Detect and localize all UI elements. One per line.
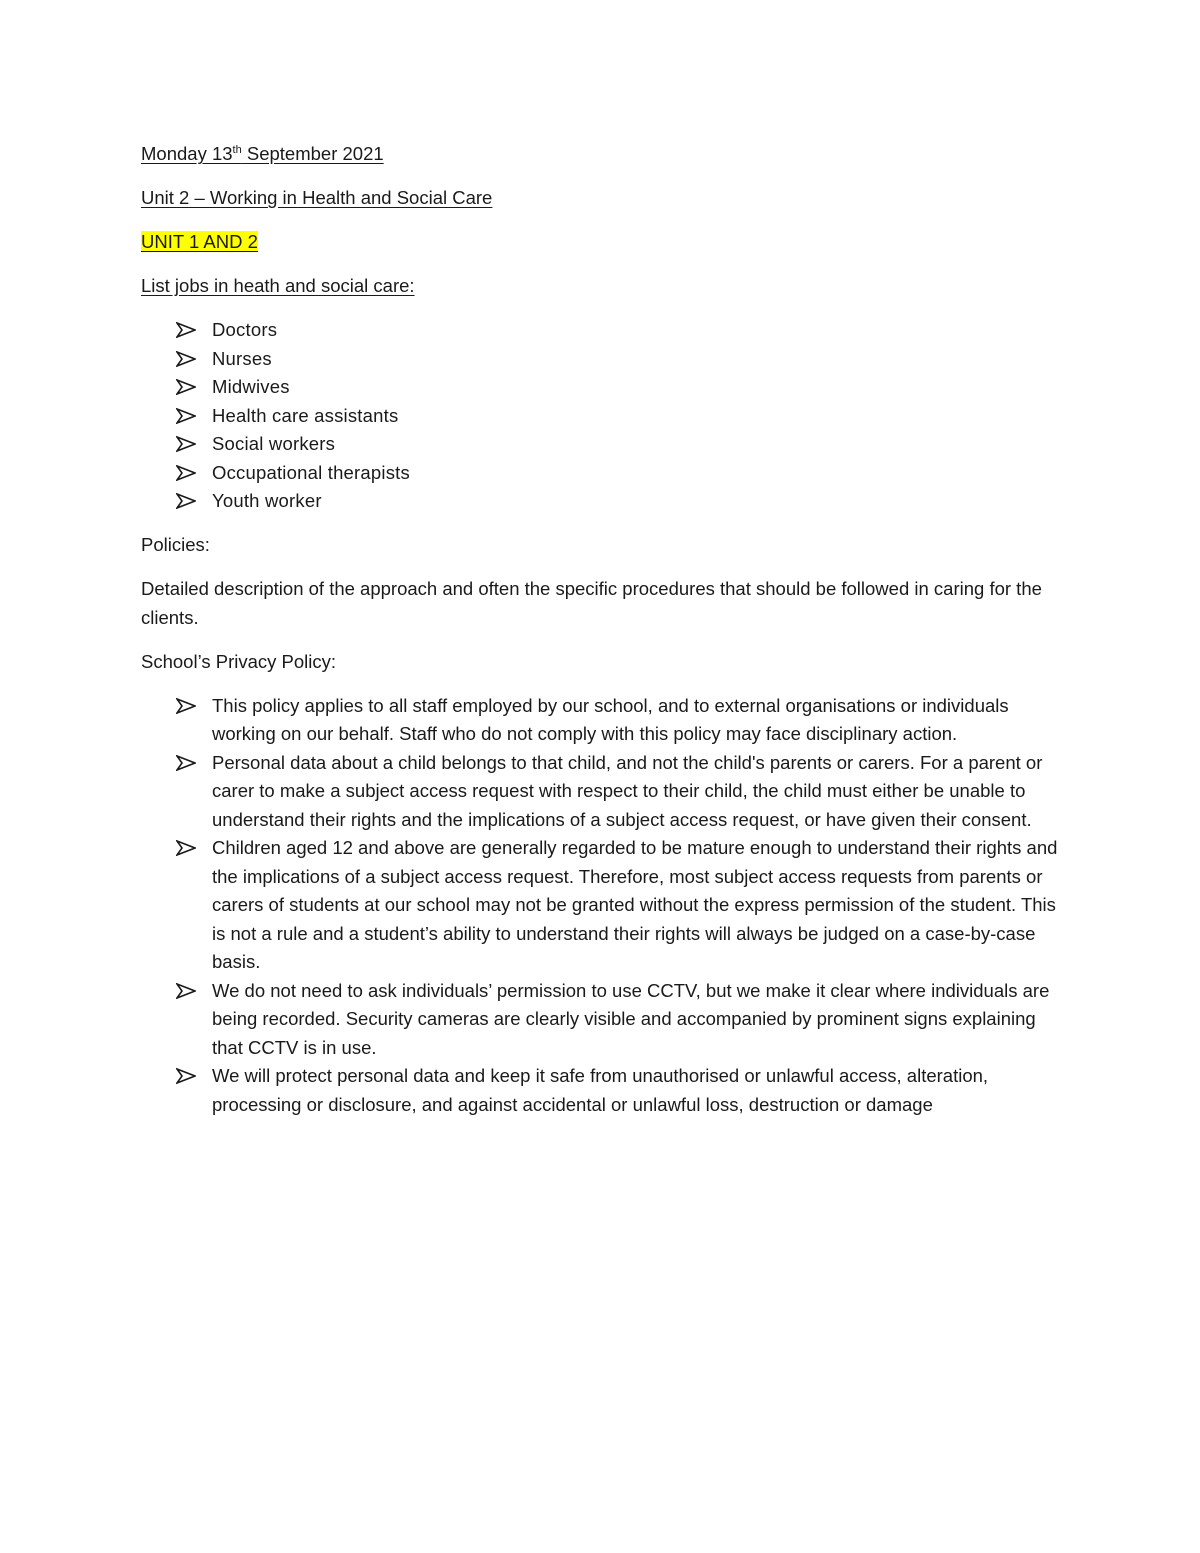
privacy-point-item (141, 834, 1062, 977)
job-list-item-text: Youth worker (212, 490, 322, 511)
job-list-item (141, 487, 1061, 516)
job-list-item (141, 373, 1061, 402)
arrowhead-bullet-icon (176, 436, 196, 452)
unit-title: Unit 2 – Working in Health and Social Care (141, 187, 493, 208)
jobs-list (141, 316, 1061, 516)
privacy-point-item-text: Personal data about a child belongs to that child, and not the child's parents or carers. For a parent or carer to make a subject access request with respect to their child, the child must either be unable to understand their rights and the implications of a subject access request, or have given their consent. (212, 751, 1043, 830)
document-body (141, 140, 1061, 1135)
job-list-item (141, 430, 1061, 459)
job-list-item (141, 316, 1061, 345)
arrowhead-bullet-icon (176, 840, 196, 856)
privacy-point-item (141, 1062, 1062, 1119)
arrowhead-bullet-icon (176, 755, 196, 771)
job-list-item-text: Health care assistants (212, 404, 399, 426)
arrowhead-bullet-icon (176, 408, 196, 424)
arrowhead-bullet-icon (176, 1068, 196, 1084)
arrowhead-bullet-icon (176, 351, 196, 367)
job-list-item (141, 345, 1061, 374)
privacy-heading: School’s Privacy Policy: (141, 650, 337, 672)
privacy-point-item-text: Children aged 12 and above are generally regarded to be mature enough to understand their rights and the implications of a subject access request. Therefore, most subject access requests from parents or carers of students at our school may not be granted without the express permission of the student. This is not a rule and a student’s ability to understand their rights will always be judged on a case-by-case basis. (212, 837, 1058, 972)
policies-description: Detailed description of the approach and often the specific procedures that should be followed in caring for the clients. (141, 578, 1042, 628)
privacy-points-list (141, 692, 1061, 1120)
arrowhead-bullet-icon (176, 493, 196, 509)
arrowhead-bullet-icon (176, 379, 196, 395)
privacy-point-item-text: We will protect personal data and keep it safe from unauthorised or unlawful access, alteration, processing or disclosure, and against accidental or unlawful loss, destruction or damage (212, 1065, 989, 1115)
date-line: Monday 13th September 2021 (141, 143, 384, 164)
job-list-item (141, 459, 1061, 488)
arrowhead-bullet-icon (176, 322, 196, 338)
job-list-item-text: Nurses (212, 347, 272, 369)
job-list-item-text: Midwives (212, 376, 290, 397)
job-list-item-text: Occupational therapists (212, 461, 410, 483)
privacy-point-item-text: We do not need to ask individuals’ permission to use CCTV, but we make it clear where individuals are being recorded. Security cameras are clearly visible and accompanied by prominent signs explaining that CCTV is in use. (212, 979, 1050, 1058)
job-list-item (141, 402, 1061, 431)
arrowhead-bullet-icon (176, 983, 196, 999)
arrowhead-bullet-icon (176, 698, 196, 714)
privacy-point-item-text: This policy applies to all staff employed by our school, and to external organisations or individuals working on our behalf. Staff who do not comply with this policy may face disciplinary action. (212, 694, 1009, 744)
privacy-point-item (141, 749, 1062, 835)
privacy-point-item (141, 977, 1062, 1063)
arrowhead-bullet-icon (176, 465, 196, 481)
highlight-heading: UNIT 1 AND 2 (141, 231, 258, 252)
job-list-item-text: Doctors (212, 319, 278, 340)
jobs-heading: List jobs in heath and social care: (141, 275, 415, 296)
privacy-point-item (141, 692, 1062, 749)
job-list-item-text: Social workers (212, 433, 336, 454)
policies-heading: Policies: (141, 534, 210, 555)
